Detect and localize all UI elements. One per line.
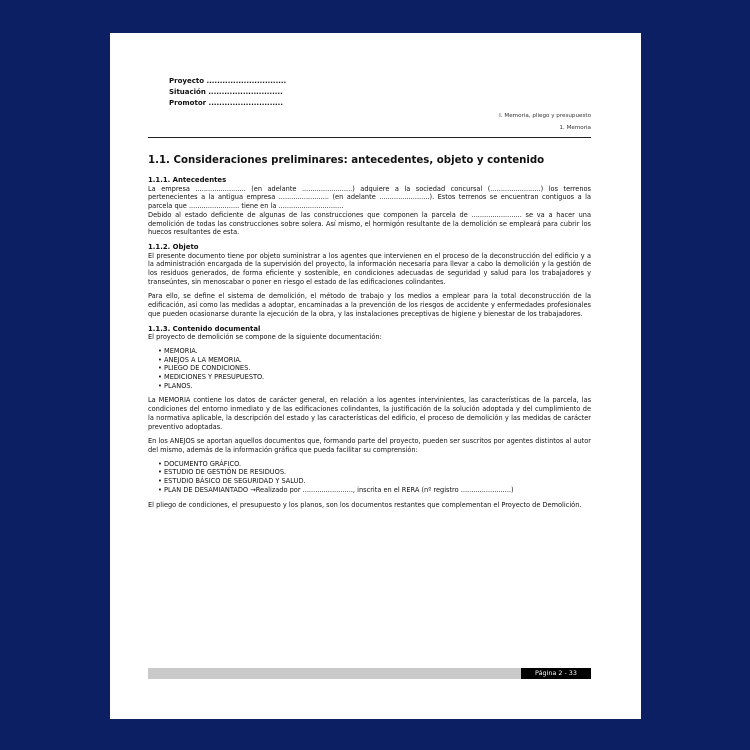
paragraph: La MEMORIA contiene los datos de carácter general, en relación a los agentes intervinientes, las características de la parcela, las condiciones del entorno inmediato y de las edificaciones colindantes, la justificación de la solución adoptada y del cumplimiento de la normativa aplicable, la descripción del estado y las características del edificio, el proceso de demolición y las medidas de carácter preventivo adoptadas. [148,396,591,431]
paragraph: El pliego de condiciones, el presupuesto y los planos, son los documentos restantes que complementan el Proyecto de Demolición. [148,500,582,509]
header-rule [148,137,591,138]
section-objeto [148,243,591,319]
paragraph: El proyecto de demolición se compone de la siguiente documentación: [148,333,382,342]
situacion-field: Situación ............................ [169,88,283,96]
proyecto-field: Proyecto .............................. [169,77,287,85]
document-body [148,155,591,515]
list-item: • MEMORIA. [158,347,591,356]
section-heading: 1.1.1. Antecedentes [148,176,227,184]
list-item: • MEDICIONES Y PRESUPUESTO. [158,373,591,382]
anejos-list [158,460,591,495]
paragraph: En los ANEJOS se aportan aquellos documentos que, formando parte del proyecto, pueden ser suscritos por agentes distintos al autor del mismo, además de la información gráfica que pueda facilitar su comprensión: [148,437,591,454]
list-item: • DOCUMENTO GRÁFICO. [158,460,591,469]
page-number: Página 2 - 33 [521,668,591,679]
section-antecedentes [148,176,591,237]
paragraph: Para ello, se define el sistema de demolición, el método de trabajo y los medios a emplear para la total deconstrucción de la edificación, así como las medidas a adoptar, encaminadas a la prevención de los riesgos de accidente y enfermedades profesionales que pueden ocasionarse durante la ejecución de la obra, y las instalaciones preceptivas de higiene y bienestar de los trabajadores. [148,292,591,318]
paragraph: La empresa ........................ (en adelante ........................) adquiere a la sociedad concursal (........................) los terrenos pertenecientes a la antigua empresa ........................ (en adelante ........................). Estos terrenos se encuentran contiguos a la parcela que ........................ tiene en la ............................... [148,184,591,211]
header-section-info [499,110,591,134]
list-item: • PLANOS. [158,382,591,391]
paragraph: El presente documento tiene por objeto suministrar a los agentes que intervienen en el proceso de la deconstrucción del edificio y a la administración encargada de la supervisión del proyecto, la información necesaria para llevar a cabo la demolición y la gestión de los residuos generados, de forma eficiente y sostenible, en condiciones adecuadas de seguridad y salud para los trabajadores y transeúntes, sin menoscabar o poner en riesgo el estado de las edificaciones colindantes. [148,251,591,286]
paragraph: Debido al estado deficiente de algunas de las construcciones que componen la parcela de ........................ se va a hacer una demolición de todas las construcciones sobre solera. Así mismo, el hormigón resultante de la demolición se empleará para cubrir los huecos resultantes de esta. [148,210,591,237]
list-item: • PLIEGO DE CONDICIONES. [158,364,591,373]
list-item: • ESTUDIO DE GESTIÓN DE RESIDUOS. [158,468,591,477]
footer-bar [148,668,591,679]
section-contenido [148,325,591,510]
section-heading: 1.1.2. Objeto [148,242,199,251]
list-item: • ESTUDIO BÁSICO DE SEGURIDAD Y SALUD. [158,477,591,486]
section-heading: 1.1.3. Contenido documental [148,324,261,333]
promotor-field: Promotor ............................ [169,99,283,107]
document-list [158,347,591,391]
document-page [110,33,641,719]
list-item: • PLAN DE DESAMIANTADO →Realizado por ........................, inscrita en el RERA (nº registro ........................) [158,486,591,495]
list-item: • ANEJOS A LA MEMORIA. [158,356,591,365]
doc-subsection: 1. Memoria [559,125,591,131]
doc-section: I. Memoria, pliego y presupuesto [499,113,591,119]
page-title: 1.1. Consideraciones preliminares: antecedentes, objeto y contenido [148,155,545,166]
header-fields [169,76,286,109]
